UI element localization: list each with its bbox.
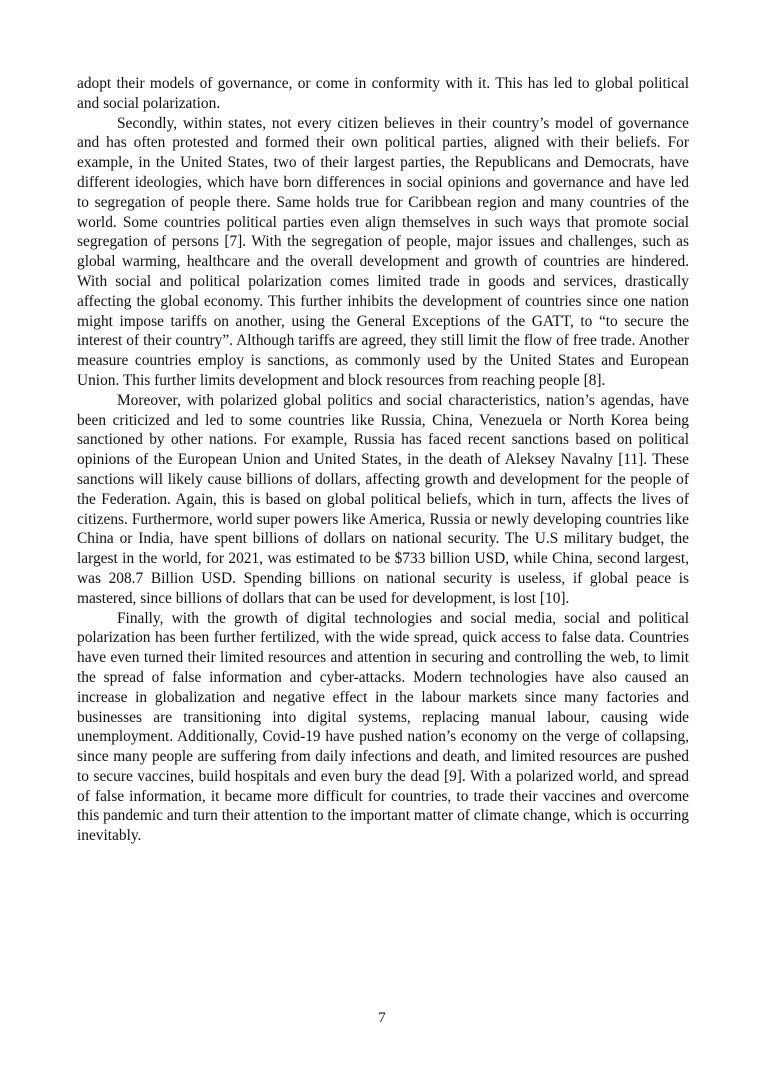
paragraph-finally: Finally, with the growth of digital technologies and social media, social and political polarization has been further fertilized, with the wide spread, quick access to false data. Countries have even turned their limited resources and attention in securing and controlling the web, to limit the spread of false information and cyber-attacks. Modern technologies have also caused an increase in globalization and negative effect in the labour markets since many factories and businesses are transitioning into digital systems, replacing manual labour, causing wide unemployment. Additionally, Covid-19 have pushed nation’s economy on the verge of collapsing, since many people are suffering from daily infections and death, and limited resources are pushed to secure vaccines, build hospitals and even bury the dead [9]. With a polarized world, and spread of false information, it became more difficult for countries, to trade their vaccines and overcome this pandemic and turn their attention to the important matter of climate change, which is occurring inevitably. [77,609,689,845]
paragraph-moreover: Moreover, with polarized global politics and social characteristics, nation’s agendas, have been criticized and led to some countries like Russia, China, Venezuela or North Korea being sanctioned by other nations. For example, Russia has faced recent sanctions based on political opinions of the European Union and United States, in the death of Aleksey Navalny [11]. These sanctions will likely cause billions of dollars, affecting growth and development for the people of the Federation. Again, this is based on global political beliefs, which in turn, affects the lives of citizens. Furthermore, world super powers like America, Russia or newly developing countries like China or India, have spent billions of dollars on national security. The U.S military budget, the largest in the world, for 2021, was estimated to be $733 billion USD, while China, second largest, was 208.7 Billion USD. Spending billions on national security is useless, if global peace is mastered, since billions of dollars that can be used for development, is lost [10]. [77,391,689,607]
page-number: 7 [378,1010,386,1026]
body-text [77,74,689,846]
paragraph-secondly: Secondly, within states, not every citizen believes in their country’s model of governance and has often protested and formed their own political parties, aligned with their beliefs. For example, in the United States, two of their largest parties, the Republicans and Democrats, have different ideologies, which have born differences in social opinions and governance and have led to segregation of people there. Same holds true for Caribbean region and many countries of the world. Some countries political parties even align themselves in such ways that promote social segregation of persons [7]. With the segregation of people, major issues and challenges, such as global warming, healthcare and the overall development and growth of countries are hindered. With social and political polarization comes limited trade in goods and services, drastically affecting the global economy. This further inhibits the development of countries since one nation might impose tariffs on another, using the General Exceptions of the GATT, to “to secure the interest of their country”. Although tariffs are agreed, they still limit the flow of free trade. Another measure countries employ is sanctions, as commonly used by the United States and European Union. This further limits development and block resources from reaching people [8]. [77,114,689,389]
paragraph-continuation: adopt their models of governance, or come in conformity with it. This has led to global political and social polarization. [77,75,689,112]
